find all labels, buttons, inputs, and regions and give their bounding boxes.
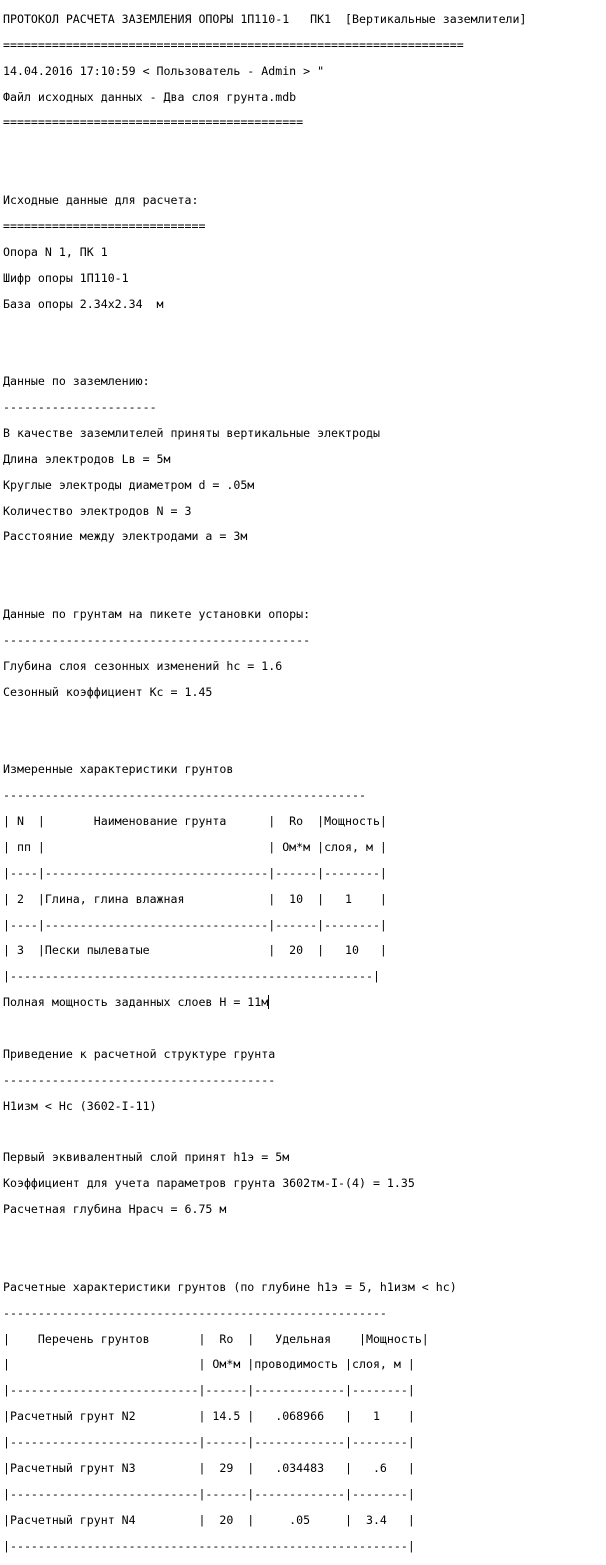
- blank-line: [3, 582, 527, 595]
- calc-table-divider: |---------------------------|------|-------------|--------|: [3, 1435, 415, 1450]
- input-section-rule: =============================: [3, 218, 206, 233]
- grounding-line: Круглые электроды диаметром d = .05м: [3, 477, 255, 492]
- blank-line: [3, 168, 527, 181]
- calc-table-row: |Расчетный грунт N4 | 20 | .05 | 3.4 |: [3, 1512, 415, 1527]
- input-line: База опоры 2.34x2.34 м: [3, 296, 164, 311]
- measured-table-header: | пп | | Ом*м |слоя, м |: [3, 839, 387, 854]
- blank-line: [3, 556, 527, 569]
- reduction-section-heading: Приведение к расчетной структуре грунта: [3, 1046, 276, 1061]
- measured-section-heading: Измеренные характеристики грунтов: [3, 762, 234, 777]
- reduction-condition-line: H1изм < Hc (3602-I-11): [3, 1098, 157, 1113]
- reduction-section-rule: ---------------------------------------: [3, 1072, 276, 1087]
- created-line: 14.04.2016 17:10:59 < Пользователь - Admin > ": [3, 63, 325, 78]
- calc-section-heading: Расчетные характеристики грунтов (по глубине h1э = 5, h1изм < hc): [3, 1279, 457, 1294]
- source-file-line: Файл исходных данных - Два слоя грунта.mdb: [3, 89, 297, 104]
- calc-table-header: | | Ом*м |проводимость |слоя, м |: [3, 1357, 415, 1372]
- blank-line: [3, 712, 527, 725]
- calc-table-divider: |---------------------------|------|-------------|--------|: [3, 1383, 415, 1398]
- title-rule: ==================================================================: [3, 37, 464, 52]
- blank-line: [3, 323, 527, 336]
- grounding-line: Длина электродов Lв = 5м: [3, 451, 171, 466]
- grounding-line: В качестве заземлителей приняты вертикальные электроды: [3, 425, 380, 440]
- report-title: ПРОТОКОЛ РАСЧЕТА ЗАЗЕМЛЕНИЯ ОПОРЫ 1П110-1 ПК1 [Вертикальные заземлители]: [3, 11, 527, 26]
- soil-section-heading: Данные по грунтам на пикете установки опоры:: [3, 607, 311, 622]
- header-rule: ===========================================: [3, 115, 304, 130]
- grounding-line: Количество электродов N = 3: [3, 503, 192, 518]
- total-thickness-line: [3, 996, 527, 1009]
- input-line: Опора N 1, ПК 1: [3, 244, 108, 259]
- soil-section-rule: --------------------------------------------: [3, 632, 311, 647]
- grounding-section-rule: ----------------------: [3, 400, 157, 415]
- total-thickness-text: Полная мощность заданных слоев H = 11м: [3, 995, 269, 1010]
- measured-table-top-rule: ----------------------------------------------------: [3, 788, 366, 803]
- calc-table-row: |Расчетный грунт N2 | 14.5 | .068966 | 1 |: [3, 1409, 415, 1424]
- soil-line: Сезонный коэффициент Кс = 1.45: [3, 684, 213, 699]
- reduction-line: Первый эквивалентный слой принят h1э = 5м: [3, 1150, 290, 1165]
- measured-table-header: | N | Наименование грунта | Ro |Мощность|: [3, 814, 387, 829]
- calc-table-bottom-rule: |---------------------------------------------------------|: [3, 1538, 415, 1553]
- report-document: [3, 0, 527, 1565]
- blank-line: [3, 1022, 527, 1035]
- calc-table-top-rule: -------------------------------------------------------: [3, 1305, 387, 1320]
- measured-table-divider: |----|--------------------------------|------|--------|: [3, 865, 387, 880]
- blank-line: [3, 1229, 527, 1242]
- grounding-line: Расстояние между электродами а = 3м: [3, 529, 248, 544]
- blank-line: [3, 142, 527, 155]
- calc-table-header: | Перечень грунтов | Ro | Удельная |Мощность|: [3, 1331, 429, 1346]
- measured-table-row: | 2 |Глина, глина влажная | 10 | 1 |: [3, 891, 387, 906]
- measured-table-row: | 3 |Пески пылеватые | 20 | 10 |: [3, 943, 387, 958]
- soil-line: Глубина слоя сезонных изменений hc = 1.6: [3, 658, 283, 673]
- blank-line: [3, 1255, 527, 1268]
- blank-line: [3, 1126, 527, 1139]
- input-section-heading: Исходные данные для расчета:: [3, 193, 199, 208]
- input-line: Шифр опоры 1П110-1: [3, 270, 129, 285]
- blank-line: [3, 737, 527, 750]
- calc-table-row: |Расчетный грунт N3 | 29 | .034483 | .6 |: [3, 1460, 415, 1475]
- reduction-line: Расчетная глубина Hрасч = 6.75 м: [3, 1202, 227, 1217]
- reduction-line: Коэффициент для учета параметров грунта 3602тм-I-(4) = 1.35: [3, 1176, 415, 1191]
- measured-table-divider: |----|--------------------------------|------|--------|: [3, 917, 387, 932]
- grounding-section-heading: Данные по заземлению:: [3, 374, 150, 389]
- blank-line: [3, 349, 527, 362]
- calc-table-divider: |---------------------------|------|-------------|--------|: [3, 1486, 415, 1501]
- measured-table-bottom-rule: |----------------------------------------------------|: [3, 969, 380, 984]
